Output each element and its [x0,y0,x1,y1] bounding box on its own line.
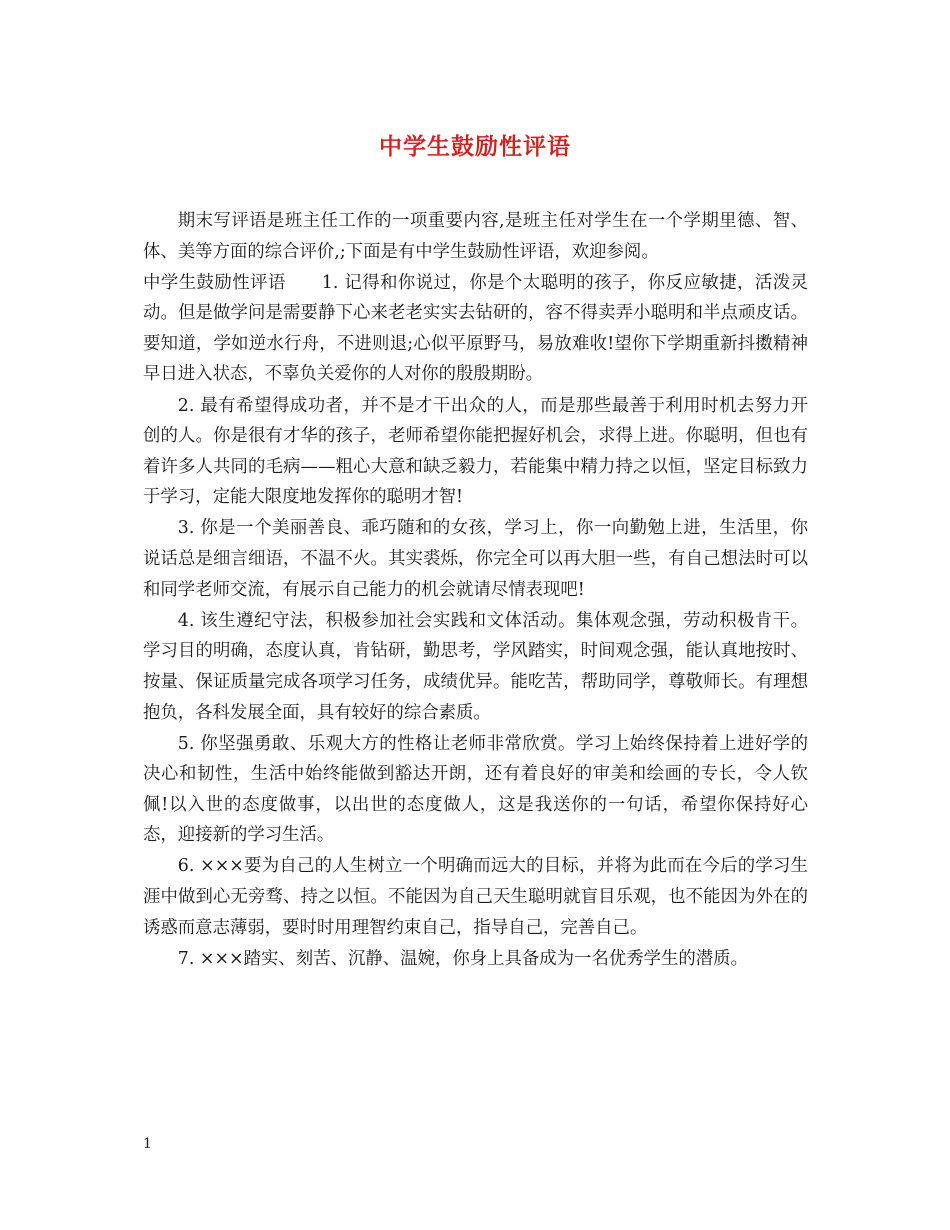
item-paragraph-3: 3. 你是一个美丽善良、乖巧随和的女孩，学习上，你一向勤勉上进，生活里，你说话总是细言细语，不温不火。其实裘烁，你完全可以再大胆一些，有自己想法时可以和同学老师交流，有展示自己能力的机会就请尽情表现吧! [143,518,808,600]
intro-paragraph: 期末写评语是班主任工作的一项重要内容,是班主任对学生在一个学期里德、智、体、美等方面的综合评价,;下面是有中学生鼓励性评语，欢迎参阅。 [143,211,808,262]
document-title: 中学生鼓励性评语 [379,133,571,160]
item-paragraph-7: 7. ×××踏实、刻苦、沉静、温婉，你身上具备成为一名优秀学生的潜质。 [177,948,748,969]
item-paragraph-4: 4. 该生遵纪守法，积极参加社会实践和文体活动。集体观念强，劳动积极肯干。学习目的明确，态度认真，肯钻研，勤思考，学风踏实，时间观念强，能认真地按时、按量、保证质量完成各项学习任务，成绩优异。能吃苦，帮助同学，尊敬师长。有理想抱负，各科发展全面，具有较好的综合素质。 [143,610,808,723]
item-paragraph-6: 6. ×××要为自己的人生树立一个明确而远大的目标，并将为此而在今后的学习生涯中做到心无旁骛、持之以恒。不能因为自己天生聪明就盲目乐观，也不能因为外在的诱惑而意志薄弱，要时时用理智约束自己，指导自己，完善自己。 [143,856,808,938]
page-number: 1 [143,1136,152,1152]
item-paragraph-2: 2. 最有希望得成功者，并不是才干出众的人，而是那些最善于利用时机去努力开创的人。你是很有才华的孩子，老师希望你能把握好机会，求得上进。你聪明，但也有着许多人共同的毛病——粗心大意和缺乏毅力，若能集中精力持之以恒，坚定目标致力于学习，定能大限度地发挥你的聪明才智! [143,395,808,508]
document-body [143,206,808,975]
item-text: 1. 记得和你说过，你是个太聪明的孩子，你反应敏捷，活泼灵动。但是做学问是需要静下心来老老实实去钻研的，容不得卖弄小聪明和半点顽皮话。要知道，学如逆水行舟，不进则退;心似平原野马，易放难收!望你下学期重新抖擞精神早日进入状态，不辜负关爱你的人对你的殷殷期盼。 [143,272,808,385]
item-paragraph-1 [143,268,808,390]
section-heading: 中学生鼓励性评语 [143,272,286,293]
item-paragraph-5: 5. 你坚强勇敢、乐观大方的性格让老师非常欣赏。学习上始终保持着上进好学的决心和韧性，生活中始终能做到豁达开朗，还有着良好的审美和绘画的专长，令人钦佩!以入世的态度做事，以出世的态度做人，这是我送你的一句话，希望你保持好心态，迎接新的学习生活。 [143,733,808,846]
